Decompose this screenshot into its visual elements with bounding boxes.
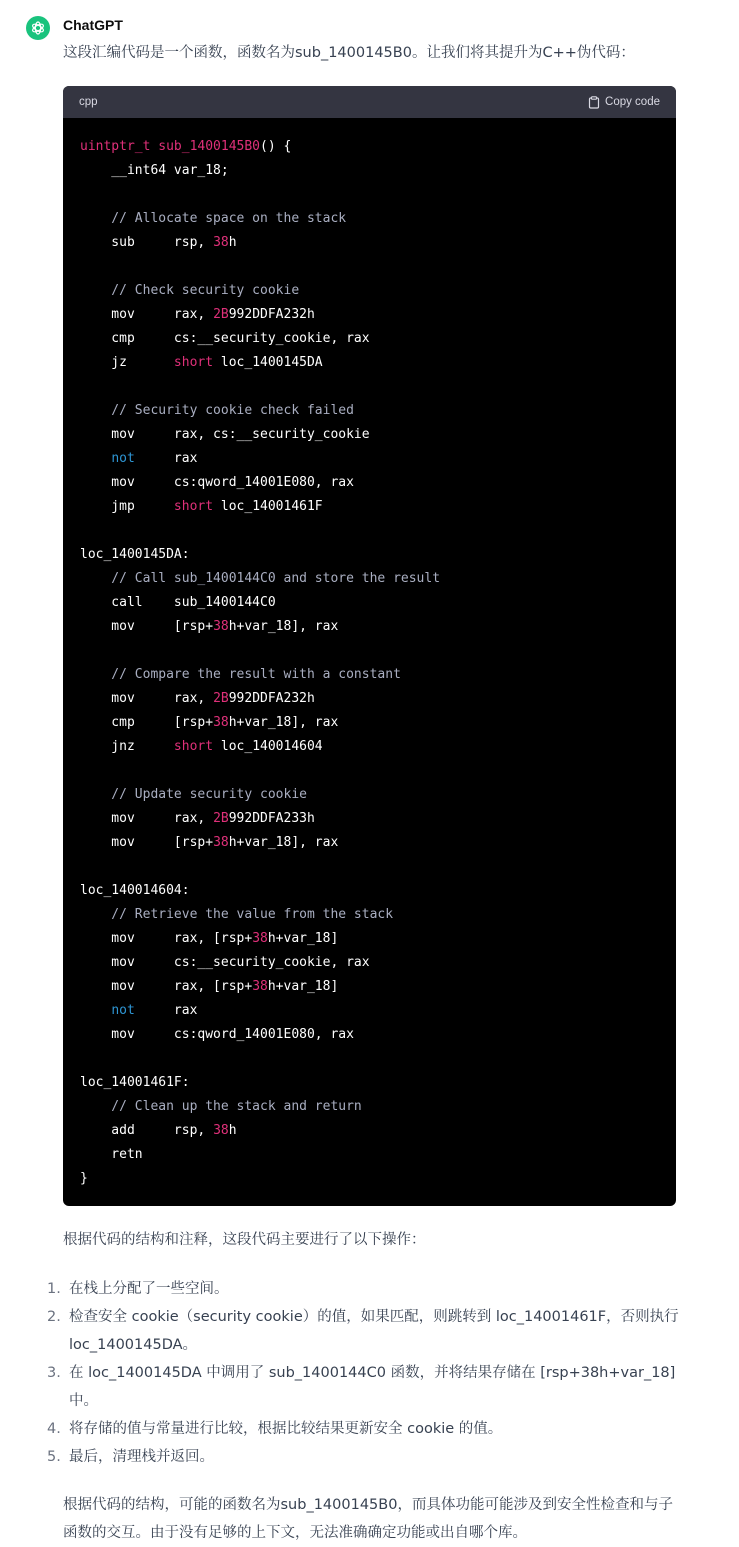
code-token: loc_1400145DA [213, 355, 323, 370]
code-token: // Compare the result with a constant [80, 667, 401, 682]
code-token: 992DDFA233h [228, 811, 315, 826]
code-token: // Check security cookie [80, 283, 300, 298]
code-token: not [111, 1003, 135, 1018]
code-token: mov cs:qword_14001E080, rax [80, 1027, 354, 1042]
list-item [47, 1359, 687, 1415]
code-token: mov rax, cs:__security_cookie [80, 427, 370, 442]
code-token: 992DDFA232h [228, 691, 315, 706]
list-item-text: 检查安全 cookie（security cookie）的值，如果匹配，则跳转到 loc_14001461F，否则执行 loc_1400145DA。 [69, 1309, 679, 1353]
code-line [80, 495, 323, 519]
list-item [47, 1303, 687, 1359]
code-line [80, 567, 440, 591]
code-line [80, 231, 237, 255]
code-token: h+var_18] [267, 979, 339, 994]
code-block [63, 86, 676, 1206]
code-token: mov rax, [80, 691, 214, 706]
code-token: 38 [213, 1123, 229, 1138]
code-line [80, 831, 338, 855]
code-token: h+var_18], rax [228, 619, 339, 634]
code-token: mov rax, [80, 811, 214, 826]
code-token: // Call sub_1400144C0 and store the result [80, 571, 441, 586]
list-item-number: 1. [47, 1281, 61, 1297]
code-header [63, 86, 676, 118]
list-item-number: 3. [47, 1365, 61, 1381]
code-token: // Allocate space on the stack [80, 211, 347, 226]
code-language-label: cpp [79, 96, 98, 108]
code-line [80, 903, 393, 927]
code-token: loc_14001461F: [80, 1075, 190, 1090]
code-token: short [173, 499, 214, 514]
code-line [80, 807, 315, 831]
code-line [80, 303, 315, 327]
code-token: // Retrieve the value from the stack [80, 907, 394, 922]
code-line [80, 783, 307, 807]
code-line [80, 1119, 237, 1143]
list-item-number: 5. [47, 1449, 61, 1465]
list-item-number: 4. [47, 1421, 61, 1437]
code-line [80, 399, 354, 423]
code-line [80, 447, 197, 471]
code-line [80, 687, 315, 711]
code-token: loc_1400145DA: [80, 547, 190, 562]
code-line [80, 951, 370, 975]
list-item-text: 最后，清理栈并返回。 [69, 1449, 214, 1465]
code-line [80, 663, 401, 687]
code-line [80, 999, 197, 1023]
code-token: cmp cs:__security_cookie, rax [80, 331, 370, 346]
copy-code-label: Copy code [605, 96, 660, 108]
code-line [80, 207, 346, 231]
code-line [80, 351, 323, 375]
code-line [80, 159, 229, 183]
code-token: () { [260, 139, 292, 154]
code-token: 38 [252, 979, 268, 994]
code-line [80, 615, 338, 639]
code-token: mov cs:__security_cookie, rax [80, 955, 370, 970]
openai-logo-icon [30, 20, 46, 36]
code-token: sub rsp, [80, 235, 214, 250]
code-token: mov rax, [rsp+ [80, 979, 253, 994]
code-line [80, 1071, 190, 1095]
code-line [80, 327, 370, 351]
code-token: h [228, 235, 237, 250]
code-token: loc_14001461F [213, 499, 323, 514]
code-token: 2B [213, 691, 229, 706]
code-token: h+var_18], rax [228, 715, 339, 730]
code-line [80, 1023, 354, 1047]
code-token: add rsp, [80, 1123, 214, 1138]
code-line [80, 423, 370, 447]
code-token: loc_140014604 [213, 739, 323, 754]
code-token: h [228, 1123, 237, 1138]
copy-code-button[interactable] [588, 96, 660, 109]
code-line [80, 135, 291, 159]
code-token: jnz [80, 739, 174, 754]
intro-text: 这段汇编代码是一个函数，函数名为sub_1400145B0。让我们将其提升为C++伪代码： [63, 45, 635, 61]
code-token: __int64 var_18; [80, 163, 229, 178]
code-token: // Clean up the stack and return [80, 1099, 362, 1114]
code-line [80, 879, 190, 903]
code-line [80, 1143, 143, 1167]
sender-name: ChatGPT [63, 17, 123, 33]
list-item [47, 1443, 687, 1471]
code-token: 38 [213, 235, 229, 250]
steps-list [47, 1275, 687, 1471]
chatgpt-avatar [26, 16, 50, 40]
code-token: 38 [213, 715, 229, 730]
list-item [47, 1415, 687, 1443]
code-token: h+var_18], rax [228, 835, 339, 850]
list-item [47, 1275, 687, 1303]
code-line [80, 1167, 88, 1191]
code-line [80, 591, 276, 615]
code-token: 38 [213, 619, 229, 634]
list-item-text: 在栈上分配了一些空间。 [69, 1281, 229, 1297]
code-token: rax [134, 1003, 198, 1018]
code-token [80, 451, 111, 466]
code-token [80, 1003, 111, 1018]
code-token: h+var_18] [267, 931, 339, 946]
code-token: mov rax, [rsp+ [80, 931, 253, 946]
code-token: 2B [213, 307, 229, 322]
code-line [80, 543, 190, 567]
clipboard-icon [588, 96, 600, 109]
code-token: rax [134, 451, 198, 466]
code-token: uintptr_t sub_1400145B0 [80, 139, 261, 154]
code-token: jz [80, 355, 174, 370]
code-line [80, 279, 299, 303]
code-token: 38 [213, 835, 229, 850]
summary-intro: 根据代码的结构和注释，这段代码主要进行了以下操作： [63, 1232, 426, 1248]
code-token: // Update security cookie [80, 787, 307, 802]
list-item-number: 2. [47, 1309, 61, 1325]
code-token: // Security cookie check failed [80, 403, 354, 418]
code-token: mov rax, [80, 307, 214, 322]
code-token: mov [rsp+ [80, 619, 214, 634]
code-token: call sub_1400144C0 [80, 595, 276, 610]
code-line [80, 735, 323, 759]
code-line [80, 975, 338, 999]
code-line [80, 711, 338, 735]
code-line [80, 471, 354, 495]
code-token: retn [80, 1147, 143, 1162]
code-token: jmp [80, 499, 174, 514]
code-token: short [173, 739, 214, 754]
conclusion-text: 根据代码的结构，可能的函数名为sub_1400145B0，而具体功能可能涉及到安全性检查和与子函数的交互。由于没有足够的上下文，无法准确确定功能或出自哪个库。 [63, 1497, 673, 1541]
code-token: mov cs:qword_14001E080, rax [80, 475, 354, 490]
list-item-text: 将存储的值与常量进行比较，根据比较结果更新安全 cookie 的值。 [69, 1421, 503, 1437]
list-item-text: 在 loc_1400145DA 中调用了 sub_1400144C0 函数，并将结果存储在 [rsp+38h+var_18] 中。 [69, 1365, 676, 1409]
code-token: not [111, 451, 135, 466]
code-token: cmp [rsp+ [80, 715, 214, 730]
code-token: 992DDFA232h [228, 307, 315, 322]
code-token: 2B [213, 811, 229, 826]
code-token: 38 [252, 931, 268, 946]
code-line [80, 927, 338, 951]
code-token: loc_140014604: [80, 883, 190, 898]
code-token: } [80, 1171, 88, 1186]
code-line [80, 1095, 362, 1119]
code-token: short [173, 355, 214, 370]
code-token: mov [rsp+ [80, 835, 214, 850]
